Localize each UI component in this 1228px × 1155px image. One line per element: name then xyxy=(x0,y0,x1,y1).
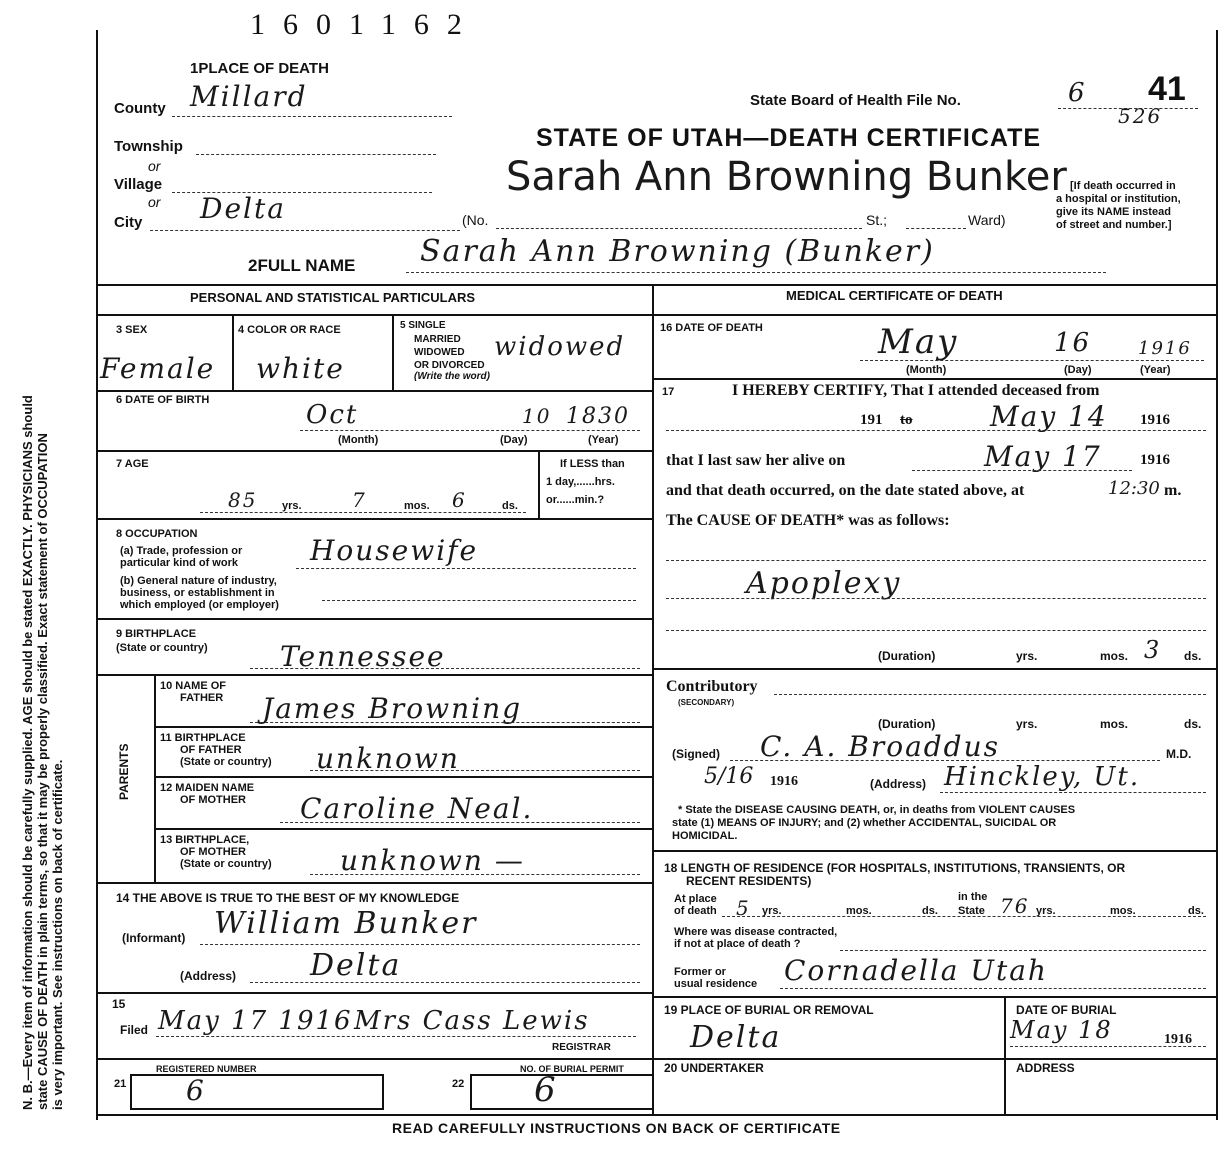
occurred-label: and that death occurred, on the date stated above, at xyxy=(666,482,1025,499)
signed-year: 1916 xyxy=(770,774,798,789)
filed-label: Filed xyxy=(120,1023,149,1037)
occupation-value: Housewife xyxy=(310,534,479,567)
attended-to-label: to xyxy=(900,412,913,428)
cause-value: Apoplexy xyxy=(746,566,902,601)
hospital-note-4: of street and number.] xyxy=(1056,219,1172,231)
margin-note-line-3: is very important. See instructions on back of certificate. xyxy=(50,759,65,1110)
duration-yrs-1: yrs. xyxy=(1016,649,1038,663)
attended-to-value: May 14 xyxy=(990,400,1108,433)
marital-label-1: 5 SINGLE xyxy=(400,320,446,331)
full-name-value: Sarah Ann Browning (Bunker) xyxy=(420,234,935,269)
at-place-2: of death xyxy=(674,905,717,917)
informant-address-label: (Address) xyxy=(180,969,237,983)
father-bp-line xyxy=(310,770,640,771)
permit-label-no: 22 xyxy=(452,1078,465,1090)
file-number-c: 526 xyxy=(1118,104,1163,128)
occupation-label: 8 OCCUPATION xyxy=(116,528,198,540)
birthplace-sub: (State or country) xyxy=(116,642,208,654)
street-no-label: (No. xyxy=(462,212,489,228)
signed-address-label: (Address) xyxy=(870,777,927,791)
cause-line-2 xyxy=(666,598,1206,599)
less-divider xyxy=(538,450,540,518)
registrar-value: Mrs Cass Lewis xyxy=(354,1006,590,1036)
father-bp-label-2: OF FATHER xyxy=(180,744,242,756)
dob-year: 1830 xyxy=(566,404,630,429)
hospital-note-1: [If death occurred in xyxy=(1070,180,1176,192)
dod-year-caption: (Year) xyxy=(1140,364,1171,376)
city-label: City xyxy=(114,214,143,231)
city-line xyxy=(150,230,460,231)
reg-num-value: 6 xyxy=(186,1074,206,1107)
at-place-1: At place xyxy=(674,893,717,905)
residence-line xyxy=(722,916,1206,917)
former-residence-value: Cornadella Utah xyxy=(784,954,1048,987)
duration-label-1: (Duration) xyxy=(878,649,936,663)
duration-mos-2: mos. xyxy=(1100,717,1129,731)
margin-note-line-1: N. B.—Every item of information should be carefully supplied. AGE should be stated EXACTLY. PHYSICIANS should xyxy=(20,395,35,1110)
age-line xyxy=(200,512,526,513)
county-line xyxy=(172,116,452,117)
father-bp-label-3: (State or country) xyxy=(180,756,272,768)
cause-label: The CAUSE OF DEATH* was as follows: xyxy=(666,512,950,529)
father-value: James Browning xyxy=(262,692,523,725)
ward-label: Ward) xyxy=(968,212,1006,228)
burial-date-label: DATE OF BURIAL xyxy=(1016,1003,1117,1017)
dod-year: 1916 xyxy=(1138,338,1192,359)
undertaker-address-label: ADDRESS xyxy=(1016,1061,1075,1075)
dob-month-caption: (Month) xyxy=(338,434,379,446)
place-ds-caption: ds. xyxy=(922,905,938,917)
father-line xyxy=(250,722,640,723)
dob-year-caption: (Year) xyxy=(588,434,619,446)
informant-label: (Informant) xyxy=(122,931,186,945)
filed-line xyxy=(156,1036,636,1037)
birthplace-line xyxy=(250,668,640,669)
row-line-6 xyxy=(154,726,652,728)
informant-title: 14 THE ABOVE IS TRUE TO THE BEST OF MY KNOWLEDGE xyxy=(116,891,460,905)
certify-number: 17 xyxy=(662,386,675,398)
last-saw-label: that I last saw her alive on xyxy=(666,452,846,469)
burial-place-value: Delta xyxy=(690,1020,782,1055)
contracted-line xyxy=(840,950,1206,951)
or-text-1: or xyxy=(148,158,161,174)
occupation-b-2: business, or establishment in xyxy=(120,587,275,599)
filed-date-value: May 17 1916 xyxy=(158,1006,353,1036)
less-than-3: or......min.? xyxy=(546,494,605,506)
street-line xyxy=(496,228,862,229)
row-line-5 xyxy=(96,674,652,676)
hospital-note-2: a hospital or institution, xyxy=(1056,193,1181,205)
less-than-1: If LESS than xyxy=(560,458,625,470)
signed-value: C. A. Broaddus xyxy=(760,730,1001,763)
father-bp-label-1: 11 BIRTHPLACE xyxy=(160,732,246,744)
age-months: 7 xyxy=(352,488,367,512)
name-overlay: Sarah Ann Browning Bunker xyxy=(506,154,1067,200)
permit-box xyxy=(470,1074,654,1110)
burial-divider xyxy=(1004,996,1006,1058)
full-name-label: 2FULL NAME xyxy=(248,256,356,275)
parents-label: PARENTS xyxy=(117,743,131,800)
informant-address-value: Delta xyxy=(310,948,402,983)
sex-label: 3 SEX xyxy=(116,324,148,336)
last-saw-line xyxy=(912,470,1132,471)
dob-month: Oct xyxy=(306,400,359,430)
bottom-line xyxy=(96,1114,1216,1116)
duration-mos-value: 3 xyxy=(1144,636,1162,664)
last-saw-value: May 17 xyxy=(984,440,1102,473)
signed-address-line xyxy=(940,792,1206,793)
street-st-label: St.; xyxy=(866,212,888,228)
place-of-death-label: 1PLACE OF DEATH xyxy=(190,60,329,77)
file-number-label: State Board of Health File No. xyxy=(750,92,961,109)
occurred-suffix: m. xyxy=(1164,482,1182,499)
dod-day: 16 xyxy=(1054,328,1092,358)
signed-label: (Signed) xyxy=(672,747,720,761)
md-label: M.D. xyxy=(1166,747,1192,761)
signed-date: 5/16 xyxy=(704,764,754,789)
row-line-3 xyxy=(96,518,652,520)
township-line xyxy=(196,154,436,155)
contributory-line xyxy=(774,694,1206,695)
dod-day-caption: (Day) xyxy=(1064,364,1092,376)
father-bp-value: unknown xyxy=(316,742,460,775)
certify-line: I HEREBY CERTIFY, That I attended deceased from xyxy=(732,382,1100,399)
former-1: Former or xyxy=(674,966,726,978)
dod-month: May xyxy=(878,322,959,362)
cause-line-3 xyxy=(666,630,1206,631)
footnote-1: * State the DISEASE CAUSING DEATH, or, in deaths from VIOLENT CAUSES xyxy=(678,804,1076,816)
village-label: Village xyxy=(114,176,163,193)
attended-to-year: 1916 xyxy=(1140,412,1170,428)
occurred-time: 12:30 xyxy=(1108,478,1160,499)
dob-day-caption: (Day) xyxy=(500,434,528,446)
occupation-line-a xyxy=(296,568,636,569)
occupation-line-b xyxy=(322,600,636,601)
full-name-line xyxy=(406,272,1106,273)
less-than-2: 1 day,......hrs. xyxy=(546,476,615,488)
age-ds-caption: ds. xyxy=(502,500,518,512)
mother-label-2: OF MOTHER xyxy=(180,794,246,806)
birthplace-label: 9 BIRTHPLACE xyxy=(116,628,197,640)
age-label: 7 AGE xyxy=(116,458,149,470)
age-days: 6 xyxy=(452,488,467,512)
duration-ds-1: ds. xyxy=(1184,649,1202,663)
reg-num-box xyxy=(130,1074,384,1110)
undertaker-label: 20 UNDERTAKER xyxy=(664,1061,764,1075)
row-line-2 xyxy=(96,450,652,452)
dob-day: 10 xyxy=(522,404,552,428)
personal-section-title: PERSONAL AND STATISTICAL PARTICULARS xyxy=(190,290,476,305)
attended-line xyxy=(666,430,1206,431)
medical-line-2 xyxy=(652,668,1216,670)
file-number-a: 6 xyxy=(1068,78,1087,108)
right-border xyxy=(1216,30,1218,1120)
medical-line-1 xyxy=(652,378,1216,380)
row-line-1 xyxy=(96,390,652,392)
age-yrs-caption: yrs. xyxy=(282,500,302,512)
mother-bp-label-2: OF MOTHER xyxy=(180,846,246,858)
dob-label: 6 DATE OF BIRTH xyxy=(116,394,210,406)
father-label-1: 10 NAME OF xyxy=(160,680,227,692)
permit-label: NO. OF BURIAL PERMIT xyxy=(520,1064,624,1074)
color-label: 4 COLOR OR RACE xyxy=(238,324,341,336)
row-line-4 xyxy=(96,618,652,620)
medical-section-title: MEDICAL CERTIFICATE OF DEATH xyxy=(786,288,1003,303)
dod-month-caption: (Month) xyxy=(906,364,947,376)
center-divider xyxy=(652,284,654,1114)
file-number-b: 41 xyxy=(1148,70,1186,108)
informant-address-line xyxy=(250,982,640,983)
undertaker-divider xyxy=(1004,1058,1006,1114)
county-label: County xyxy=(114,100,166,117)
marital-label-4: OR DIVORCED xyxy=(414,360,485,371)
dod-line xyxy=(860,360,1204,361)
marital-label-3: WIDOWED xyxy=(414,347,465,358)
row-line-9 xyxy=(96,882,652,884)
occupation-b-3: which employed (or employer) xyxy=(120,599,279,611)
dob-line xyxy=(300,430,640,431)
row-line-11 xyxy=(96,1058,1216,1060)
burial-place-label: 19 PLACE OF BURIAL OR REMOVAL xyxy=(664,1003,874,1017)
footnote-3: HOMICIDAL. xyxy=(672,830,738,842)
header-divider xyxy=(96,284,1216,286)
cause-line-1 xyxy=(666,560,1206,561)
age-mos-caption: mos. xyxy=(404,500,430,512)
city-value: Delta xyxy=(200,192,286,225)
occupation-a-1: (a) Trade, profession or xyxy=(120,545,243,557)
duration-label-2: (Duration) xyxy=(878,717,936,731)
margin-note xyxy=(20,70,65,1110)
filed-number: 15 xyxy=(112,997,126,1011)
father-label-2: FATHER xyxy=(180,692,224,704)
township-label: Township xyxy=(114,138,183,155)
state-mos-caption: mos. xyxy=(1110,905,1136,917)
place-mos-caption: mos. xyxy=(846,905,872,917)
reg-num-label: REGISTERED NUMBER xyxy=(156,1064,257,1074)
certificate-title: STATE OF UTAH—DEATH CERTIFICATE xyxy=(536,124,1042,152)
margin-note-line-2: state CAUSE OF DEATH in plain terms, so that it may be properly classified. Exact statement of OCCUPATION xyxy=(35,433,50,1110)
place-yrs-caption: yrs. xyxy=(762,905,782,917)
place-years: 5 xyxy=(736,896,751,920)
parents-divider xyxy=(154,674,156,882)
former-2: usual residence xyxy=(674,978,758,990)
in-state-1: in the xyxy=(958,891,988,903)
medical-title-line xyxy=(652,314,1216,316)
mother-value: Caroline Neal. xyxy=(300,792,534,825)
or-text-2: or xyxy=(148,194,161,210)
state-ds-caption: ds. xyxy=(1188,905,1204,917)
row-line-7 xyxy=(154,776,652,778)
hospital-note-3: give its NAME instead xyxy=(1056,206,1171,218)
duration-ds-2: ds. xyxy=(1184,717,1202,731)
mother-label-1: 12 MAIDEN NAME xyxy=(160,782,255,794)
duration-yrs-2: yrs. xyxy=(1016,717,1038,731)
mother-bp-label-3: (State or country) xyxy=(180,858,272,870)
registrar-label: REGISTRAR xyxy=(552,1042,611,1053)
mother-bp-line xyxy=(310,874,640,875)
sex-value: Female xyxy=(100,352,216,385)
residence-title-2: RECENT RESIDENTS) xyxy=(686,874,812,888)
marital-value: widowed xyxy=(494,332,626,362)
medical-line-3 xyxy=(652,850,1216,852)
row-line-8 xyxy=(154,828,652,830)
color-value: white xyxy=(256,352,345,385)
former-line xyxy=(780,988,1206,989)
attended-from-prefix: 191 xyxy=(860,412,883,428)
archive-number: 1601162 xyxy=(250,8,480,41)
in-state-2: State xyxy=(958,905,985,917)
mother-bp-value: unknown — xyxy=(340,844,525,877)
reg-num-label-no: 21 xyxy=(114,1078,127,1090)
age-years: 85 xyxy=(228,488,258,512)
duration-mos-1: mos. xyxy=(1100,649,1129,663)
contributory-label: Contributory xyxy=(666,678,758,695)
dod-label: 16 DATE OF DEATH xyxy=(660,322,763,334)
marital-label-5: (Write the word) xyxy=(414,371,490,382)
informant-value: William Bunker xyxy=(214,906,478,941)
contracted-2: if not at place of death ? xyxy=(674,938,801,950)
informant-line xyxy=(200,944,640,945)
burial-year: 1916 xyxy=(1164,1032,1192,1047)
occupation-a-2: particular kind of work xyxy=(120,557,238,569)
state-years: 76 xyxy=(1000,894,1030,918)
signed-address-value: Hinckley, Ut. xyxy=(944,762,1141,792)
mother-line xyxy=(280,822,640,823)
contracted-1: Where was disease contracted, xyxy=(674,926,838,938)
color-divider xyxy=(392,314,394,390)
residence-title-1: 18 LENGTH OF RESIDENCE (FOR HOSPITALS, INSTITUTIONS, TRANSIENTS, OR xyxy=(664,861,1126,875)
county-value: Millard xyxy=(190,80,308,113)
row-line-10 xyxy=(96,992,652,994)
permit-value: 6 xyxy=(534,1070,558,1110)
medical-line-4 xyxy=(652,996,1216,998)
footer-instructions: READ CAREFULLY INSTRUCTIONS ON BACK OF CERTIFICATE xyxy=(392,1120,841,1136)
left-border xyxy=(96,30,98,1120)
last-saw-year: 1916 xyxy=(1140,452,1170,468)
burial-date-value: May 18 xyxy=(1010,1016,1113,1044)
ward-line xyxy=(906,228,966,229)
birthplace-value: Tennessee xyxy=(280,640,446,673)
footnote-2: state (1) MEANS OF INJURY; and (2) whether ACCIDENTAL, SUICIDAL OR xyxy=(672,817,1057,829)
burial-date-line xyxy=(1010,1046,1206,1047)
occupation-b-1: (b) General nature of industry, xyxy=(120,575,277,587)
personal-title-line xyxy=(96,314,652,316)
marital-label-2: MARRIED xyxy=(414,334,461,345)
secondary-label: (SECONDARY) xyxy=(678,698,735,707)
state-yrs-caption: yrs. xyxy=(1036,905,1056,917)
mother-bp-label-1: 13 BIRTHPLACE, xyxy=(160,834,250,846)
sex-divider xyxy=(232,314,234,390)
signed-line xyxy=(730,760,1160,761)
